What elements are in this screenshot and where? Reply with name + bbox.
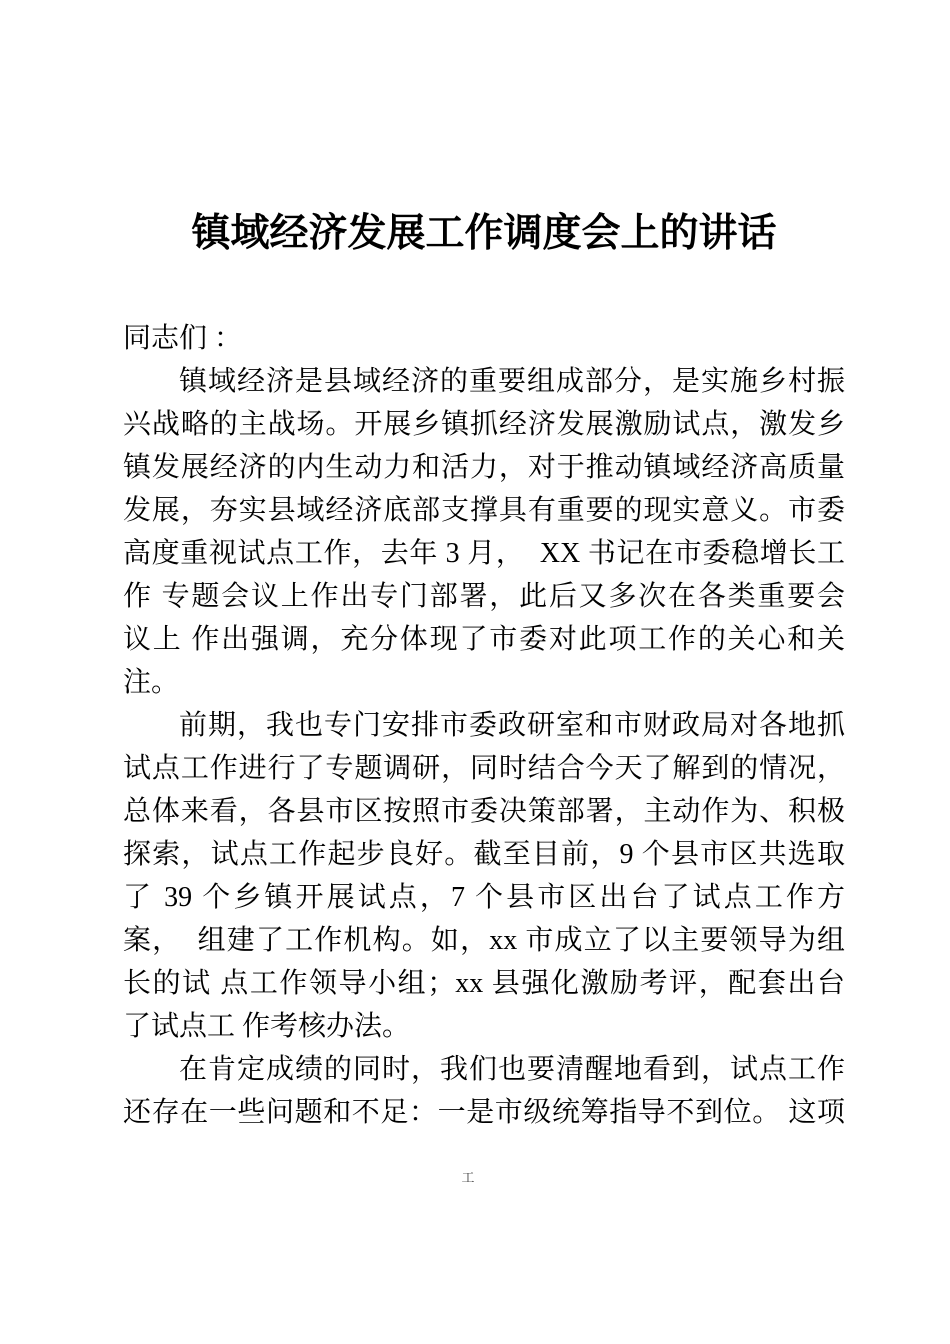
text-line: 探索，试点工作起步良好。截至目前，9 个县市区共选取 (123, 839, 845, 870)
text-line: 高度重视试点工作，去年 3 月， XX 书记在市委稳增长工 (123, 538, 845, 569)
text-line: 镇发展经济的内生动力和活力，对于推动镇域经济高质量 (123, 452, 845, 483)
text-line: 在肯定成绩的同时，我们也要清醒地看到，试点工作 (179, 1054, 845, 1085)
paragraph-2 (123, 704, 845, 1048)
text-line: 试点工作进行了专题调研，同时结合今天了解到的情况， (123, 753, 845, 784)
paragraph-3 (123, 1048, 845, 1134)
text-line: 兴战略的主战场。开展乡镇抓经济发展激励试点，激发乡 (123, 409, 845, 440)
text-line: 镇域经济是县域经济的重要组成部分，是实施乡村振 (179, 366, 845, 397)
page-footer-mark: 工 (461, 1170, 475, 1185)
text-line: 议上 作出强调，充分体现了市委对此项工作的关心和关 (123, 624, 845, 655)
text-line: 作 专题会议上作出专门部署，此后又多次在各类重要会 (123, 581, 845, 612)
text-line: 前期，我也专门安排市委政研室和市财政局对各地抓 (179, 710, 845, 741)
paragraph-1 (123, 360, 845, 704)
text-line: 长的试 点工作领导小组；xx 县强化激励考评，配套出台 (123, 968, 845, 999)
text-line: 案， 组建了工作机构。如，xx 市成立了以主要领导为组 (123, 925, 845, 956)
text-line: 发展，夯实县域经济底部支撑具有重要的现实意义。市委 (123, 495, 845, 526)
text-line: 还存在一些问题和不足：一是市级统筹指导不到位。 这项 (123, 1097, 845, 1128)
document-title: 镇域经济发展工作调度会上的讲话 (191, 212, 777, 255)
text-line: 总体来看，各县市区按照市委决策部署，主动作为、积极 (123, 796, 845, 827)
text-line: 注。 (123, 667, 180, 698)
text-line: 了 39 个乡镇开展试点，7 个县市区出台了试点工作方 (123, 882, 845, 913)
salutation: 同志们 ： (123, 323, 243, 354)
text-line: 了试点工 作考核办法。 (123, 1011, 411, 1042)
